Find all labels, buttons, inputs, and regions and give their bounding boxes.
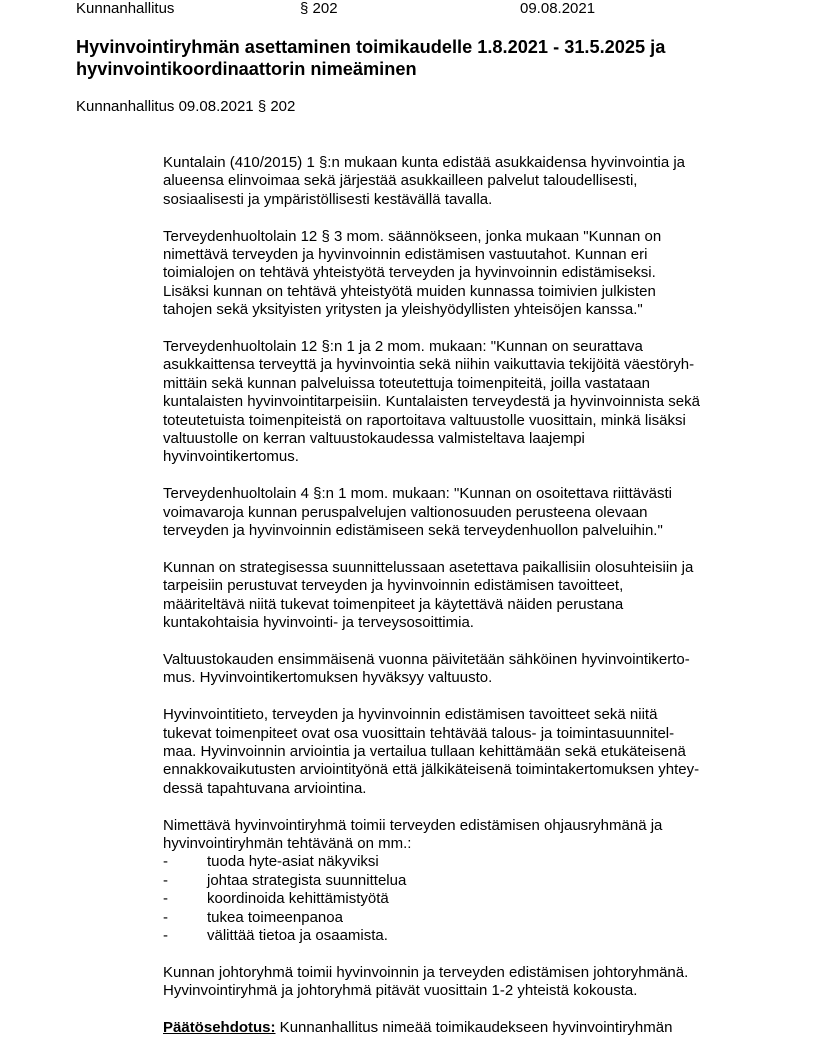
text-line: tukevat toimenpiteet ovat osa vuosittain tehtävää talous- ja toimintasuunnitel- [163, 724, 675, 742]
text-line: Nimettävä hyvinvointiryhmä toimii terveyden edistämisen ohjausryhmänä ja [163, 816, 663, 834]
text-line: Kuntalain (410/2015) 1 §:n mukaan kunta edistää asukkaidensa hyvinvointia ja [163, 154, 686, 171]
task-text: tuoda hyte-asiat näkyviksi [207, 853, 379, 871]
closing-paragraph [163, 964, 763, 1001]
text-line: terveyden ja hyvinvoinnin edistämiseen sekä terveydenhuollon palveluihin." [163, 522, 663, 540]
text-line: mus. Hyvinvointikertomuksen hyväksyy valtuusto. [163, 669, 493, 687]
text-line: kuntakohtaisia hyvinvointi- ja terveysosoittimia. [163, 614, 474, 632]
text-line: hyvinvointiryhmän tehtävänä on mm.: [163, 834, 412, 852]
text-line: ennakkovaikutusten arviointityönä että jälkikäteisenä toimintakertomuksen yhtey- [163, 761, 700, 779]
task-text: johtaa strategista suunnittelua [207, 871, 407, 889]
body-paragraph [163, 154, 763, 209]
text-line: kuntalaisten hyvinvointitarpeisiin. Kuntalaisten terveydestä ja hyvinvoinnista sekä [163, 393, 700, 411]
decision-text: Kunnanhallitus nimeää toimikaudekseen hyvinvointiryhmän [275, 1018, 673, 1036]
text-line: Hyvinvointitieto, terveyden ja hyvinvoinnin edistämisen tavoitteet sekä niitä [163, 706, 658, 724]
task-item [163, 927, 763, 945]
task-dash: - [163, 871, 168, 889]
body-paragraph [163, 651, 763, 688]
document-title: Hyvinvointiryhmän asettaminen toimikaudelle 1.8.2021 - 31.5.2025 ja hyvinvointikoordinaattorin nimeäminen [76, 37, 666, 79]
text-line: Lisäksi kunnan on tehtävä yhteistyötä muiden kunnassa toimivien julkisten [163, 282, 656, 300]
body-paragraph [163, 485, 763, 540]
text-line: dessä tapahtuvana arviointina. [163, 779, 367, 797]
text-line: Terveydenhuoltolain 12 §:n 1 ja 2 mom. mukaan: "Kunnan on seurattava [163, 338, 643, 356]
task-text: koordinoida kehittämistyötä [207, 890, 389, 908]
body-paragraph [163, 559, 763, 633]
header-body-name: Kunnanhallitus [76, 0, 175, 17]
paragraph-list [163, 154, 763, 798]
text-line: Kunnan johtoryhmä toimii hyvinvoinnin ja terveyden edistämisen johtoryhmänä. [163, 963, 689, 981]
header-date: 09.08.2021 [520, 0, 596, 17]
text-line: asukkaittensa terveyttä ja hyvinvointia sekä niihin vaikuttavia tekijöitä väestöryh- [163, 356, 695, 374]
task-item [163, 890, 763, 908]
body-paragraph [163, 228, 763, 320]
text-line: Terveydenhuoltolain 12 § 3 mom. säännökseen, jonka mukaan "Kunnan on [163, 227, 662, 245]
document-body [163, 154, 763, 1056]
task-item [163, 909, 763, 927]
decision-label: Päätösehdotus: [163, 1018, 276, 1036]
text-line: alueensa elinvoimaa sekä järjestää asukkailleen palvelut taloudellisesti, [163, 172, 638, 190]
task-item [163, 853, 763, 871]
document-header [76, 0, 776, 20]
task-intro-paragraph [163, 817, 763, 854]
task-dash: - [163, 890, 168, 908]
task-text: tukea toimeenpanoa [207, 908, 343, 926]
decision-proposal [163, 1019, 763, 1037]
task-dash: - [163, 853, 168, 871]
text-line: valtuustolle on kerran valtuustokaudessa valmisteltava laajempi [163, 430, 585, 448]
text-line: maa. Hyvinvoinnin arviointia ja vertailua tullaan kehittämään sekä etukäteisenä [163, 742, 686, 760]
text-line: sosiaalisesti ja ympäristöllisesti kestävällä tavalla. [163, 190, 493, 208]
body-paragraph [163, 338, 763, 467]
task-list [163, 853, 763, 945]
text-line: Terveydenhuoltolain 4 §:n 1 mom. mukaan: "Kunnan on osoitettava riittävästi [163, 485, 672, 503]
text-line: Hyvinvointiryhmä ja johtoryhmä pitävät vuosittain 1-2 yhteistä kokousta. [163, 982, 638, 1000]
task-dash: - [163, 908, 168, 926]
text-line: Kunnan on strategisessa suunnittelussaan asetettava paikallisiin olosuhteisiin ja [163, 558, 694, 576]
text-line: tarpeisiin perustuvat terveyden ja hyvinvoinnin edistämisen tavoitteet, [163, 577, 624, 595]
text-line: Valtuustokauden ensimmäisenä vuonna päivitetään sähköinen hyvinvointikerto- [163, 650, 690, 668]
text-line: toimialojen on tehtävä yhteistyötä terveyden ja hyvinvoinnin edistämiseksi. [163, 264, 656, 282]
task-dash: - [163, 926, 168, 944]
text-line: määriteltävä niitä tukevat toimenpiteet ja käytettävä näiden perustana [163, 595, 624, 613]
task-text: välittää tietoa ja osaamista. [207, 926, 388, 944]
text-line: nimettävä terveyden ja hyvinvoinnin edistämisen vastuutahot. Kunnan eri [163, 246, 648, 264]
text-line: mittäin sekä kunnan palveluissa toteutettuja toimenpiteitä, joilla vastataan [163, 374, 650, 392]
meeting-reference: Kunnanhallitus 09.08.2021 § 202 [76, 98, 296, 115]
text-line: voimavaroja kunnan peruspalvelujen valtionosuuden perusteena olevaan [163, 503, 648, 521]
header-section: § 202 [300, 0, 338, 17]
text-line: tahojen sekä yksityisten yritysten ja yleishyödyllisten yhteisöjen kanssa." [163, 301, 643, 319]
body-paragraph [163, 706, 763, 798]
task-item [163, 872, 763, 890]
text-line: toteutetuista toimenpiteistä on raportoitava valtuustolle vuosittain, minkä lisäksi [163, 411, 686, 429]
text-line: hyvinvointikertomus. [163, 448, 299, 466]
